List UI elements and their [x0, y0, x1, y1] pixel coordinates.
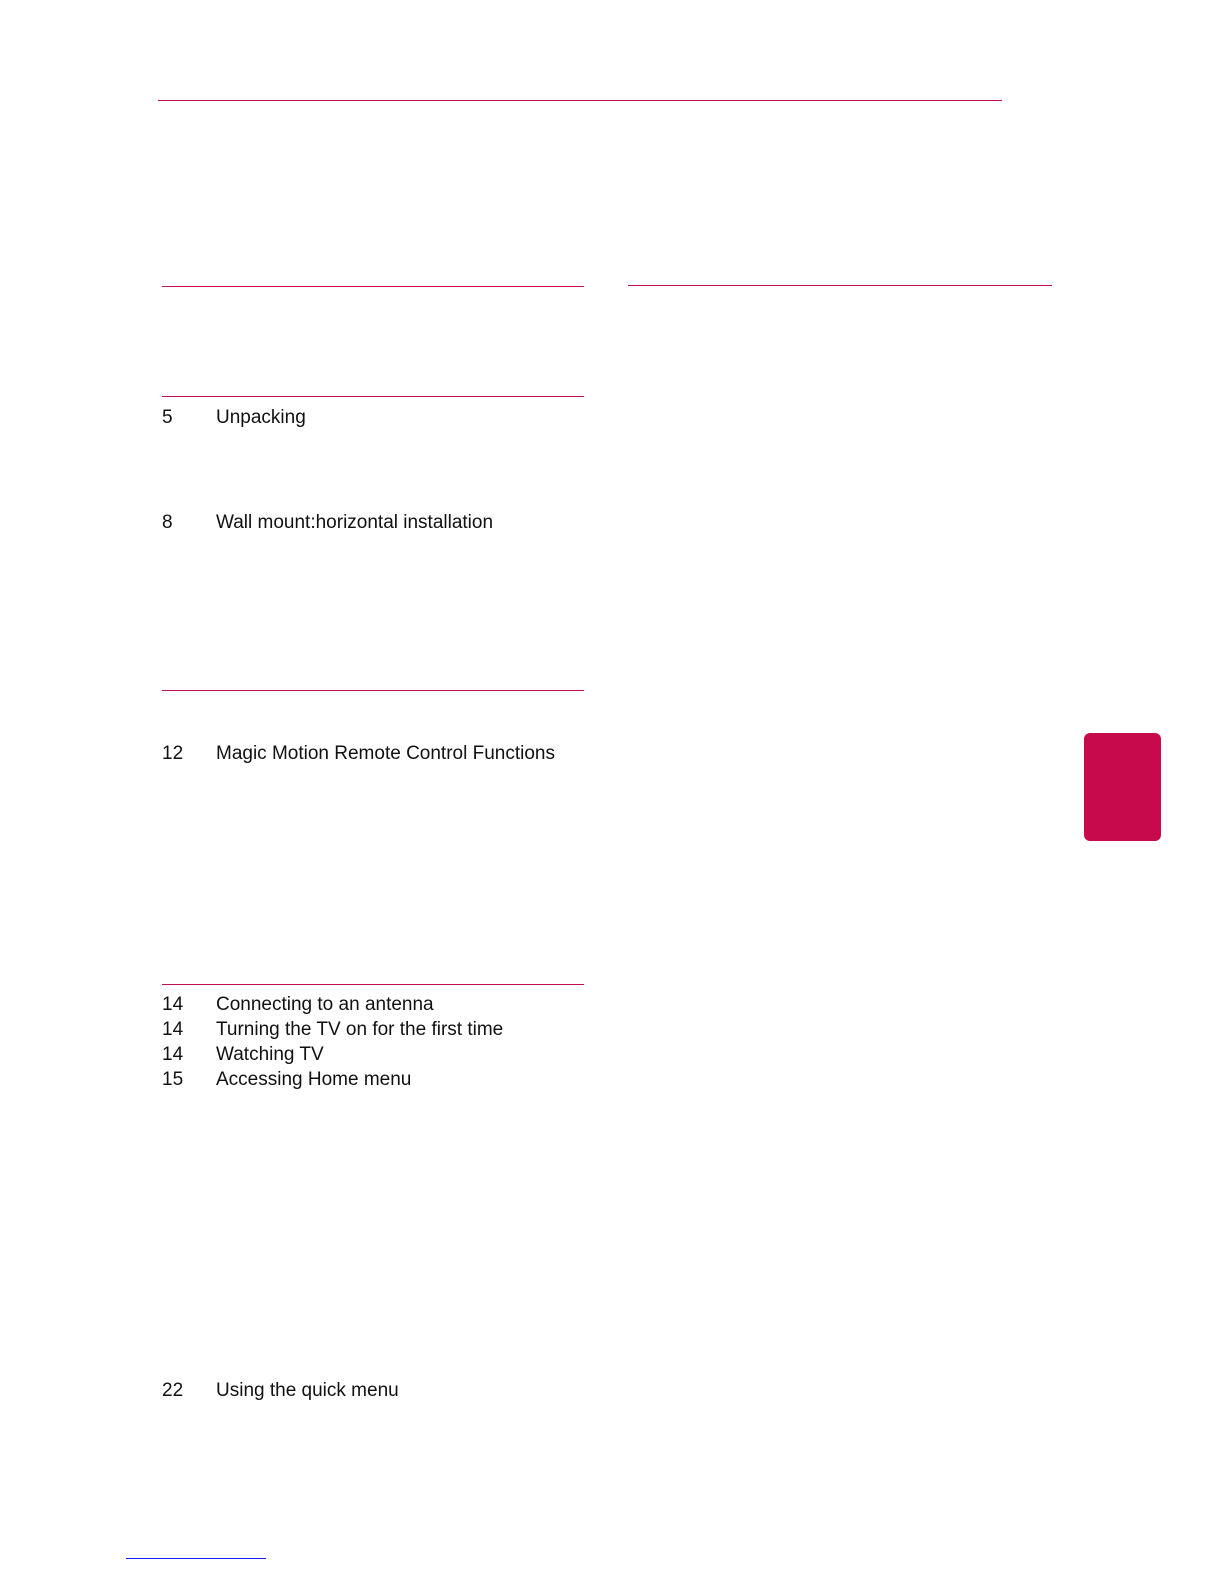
toc-title: Connecting to an antenna [216, 994, 434, 1015]
page-header-rule [158, 100, 1002, 101]
toc-title: Wall mount:horizontal installation [216, 512, 494, 533]
toc-title: Turning the TV on for the first time [216, 1019, 504, 1040]
toc-title: Watching TV [216, 1044, 324, 1065]
toc-page-number: 5 [162, 407, 173, 428]
toc-entry-magic-motion-remote[interactable] [162, 742, 555, 766]
side-language-tab [1084, 733, 1161, 841]
left-column-top-rule [162, 286, 584, 287]
toc-title: Magic Motion Remote Control Functions [216, 743, 555, 764]
toc-page-number: 14 [162, 1019, 184, 1040]
toc-page-number: 22 [162, 1380, 184, 1401]
toc-title: Unpacking [216, 407, 306, 428]
toc-page-number: 12 [162, 743, 184, 764]
toc-entry-wall-mount[interactable] [162, 511, 493, 535]
toc-page-number: 14 [162, 994, 184, 1015]
footer-link-underline [126, 1558, 266, 1559]
toc-title: Accessing Home menu [216, 1069, 412, 1090]
right-column-top-rule [628, 285, 1052, 286]
toc-title: Using the quick menu [216, 1380, 399, 1401]
toc-page-number: 8 [162, 512, 173, 533]
toc-page-number: 15 [162, 1069, 184, 1090]
toc-entry-turning-tv-on[interactable] [162, 1018, 503, 1042]
toc-entry-unpacking[interactable] [162, 406, 306, 430]
toc-entry-connecting-antenna[interactable] [162, 993, 434, 1017]
toc-entry-quick-menu[interactable] [162, 1379, 399, 1403]
section-rule-2 [162, 690, 584, 691]
toc-entry-watching-tv[interactable] [162, 1043, 324, 1067]
toc-page-number: 14 [162, 1044, 184, 1065]
section-rule-1 [162, 396, 584, 397]
section-rule-3 [162, 984, 584, 985]
toc-entry-home-menu[interactable] [162, 1068, 411, 1092]
